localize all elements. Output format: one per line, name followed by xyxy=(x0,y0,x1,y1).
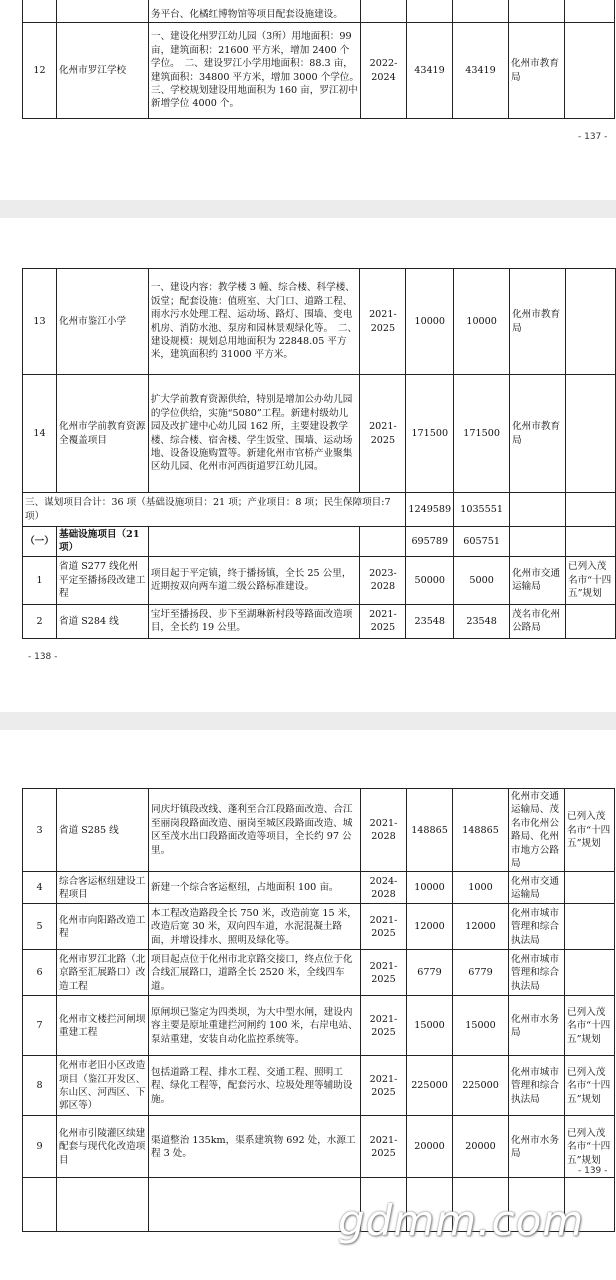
cell-content: 原闸坝已鉴定为四类坝，为大中型水闸，建设内容主要是原址重建拦河闸约 100 米，右岸电站、泵站重建，安装自动化监控系统等。 xyxy=(149,996,361,1056)
table-row xyxy=(23,375,616,493)
cell-period: 2021-2025 xyxy=(360,604,406,638)
table-row xyxy=(23,950,615,996)
cell-plan: 171500 xyxy=(454,375,510,493)
cell-no: 2 xyxy=(23,604,57,638)
cell-plan: 43419 xyxy=(453,23,509,119)
cell-period: 2021-2025 xyxy=(361,996,407,1056)
cell-no: 9 xyxy=(23,1116,57,1178)
watermark: gdmm.com xyxy=(338,1196,585,1245)
cell-content: 一、建设内容：教学楼 3 幢、综合楼、科学楼、饭堂；配套设施：值班室、大门口、道路工程、雨水污水处理工程、运动场、路灯、围墙、变电机房、消防水池、泵房和园林景观绿化等。 二、建设规模：规划总用地面积为 22848.05 平方米，建筑面积约 31000 平方米。 xyxy=(148,269,360,375)
table-row xyxy=(23,872,615,904)
cell-note xyxy=(565,527,615,557)
cell-no: 8 xyxy=(23,1056,57,1116)
cell-total: 148865 xyxy=(407,789,453,872)
cell-note xyxy=(565,269,615,375)
cell-name: 化州市引陵灌区续建配套与现代化改造项目 xyxy=(57,1116,149,1178)
table-row xyxy=(23,23,615,119)
cell-name xyxy=(57,1178,149,1232)
cell-content: 扩大学前教育资源供给，特别是增加公办幼儿园的学位供给，实施“5080”工程。新建村级幼儿园及改扩建中心幼儿园 162 所，主要建设教学楼、综合楼、宿舍楼、学生饭堂、围墙、运动场地、设备设施购置等。新建化州市官桥产业聚集区幼儿园、化州市河西街道罗江幼儿园。 xyxy=(148,375,360,493)
table-row xyxy=(23,604,616,638)
cell-total: 20000 xyxy=(407,1116,453,1178)
cell-name: 化州市文楼拦河闸坝重建工程 xyxy=(57,996,149,1056)
cell-total: 6779 xyxy=(407,950,453,996)
table-row xyxy=(23,1116,615,1178)
cell-content: 宝圩至播扬段、步下至湖琳新村段等路面改造项目，全长约 19 公里。 xyxy=(148,604,360,638)
cell-unit xyxy=(510,527,566,557)
cell-unit: 化州市教育局 xyxy=(510,269,566,375)
cell-total xyxy=(407,0,453,23)
cell-unit: 化州市水务局 xyxy=(509,996,565,1056)
cell-content: 本工程改造路段全长 750 米，改造前宽 15 米，改造后宽 30 米，双向四车道，水泥混凝土路面，并增设排水、照明及绿化等。 xyxy=(149,904,361,950)
cell-no: 7 xyxy=(23,996,57,1056)
cell-name: 化州市学前教育资源全覆盖项目 xyxy=(56,375,148,493)
cell-total: 50000 xyxy=(406,556,454,604)
cell-no: 3 xyxy=(23,789,57,872)
cell-plan: 148865 xyxy=(453,789,509,872)
cell-period: 2021-2025 xyxy=(360,375,406,493)
page-gap xyxy=(0,712,616,730)
cell-note xyxy=(565,23,615,119)
cell-unit: 化州市城市管理和综合执法局 xyxy=(509,1056,565,1116)
page-number: - 139 - xyxy=(578,1166,608,1176)
cell-note xyxy=(565,375,615,493)
cell-plan xyxy=(453,0,509,23)
cell-plan: 10000 xyxy=(454,269,510,375)
cell-period xyxy=(361,0,407,23)
cell-period: 2024-2028 xyxy=(361,872,407,904)
cell-unit: 化州市交通运输局 xyxy=(510,556,566,604)
summary-total: 1249589 xyxy=(406,493,454,527)
cell-no xyxy=(23,1178,57,1232)
cell-total: 15000 xyxy=(407,996,453,1056)
table-row xyxy=(23,789,615,872)
cell-unit: 化州市教育局 xyxy=(510,375,566,493)
cell-no: 12 xyxy=(23,23,57,119)
cell-no: 14 xyxy=(23,375,57,493)
cell-period: 2021-2025 xyxy=(360,269,406,375)
cell-note xyxy=(565,950,615,996)
cell-unit xyxy=(510,493,566,527)
cell-total: 43419 xyxy=(407,23,453,119)
cell-no: 4 xyxy=(23,872,57,904)
cell-no: 13 xyxy=(23,269,57,375)
cell-unit: 化州市交通运输局、茂名市化州公路局、化州市地方公路局 xyxy=(509,789,565,872)
cell-note xyxy=(565,872,615,904)
cell-plan: 15000 xyxy=(453,996,509,1056)
cell-no xyxy=(23,0,57,23)
cell-content: 一、建设化州罗江幼儿园（3所）用地面积：99 亩，建筑面积：21600 平方米，增加 2400 个学位。 二、建设罗江小学用地面积：88.3 亩，建筑面积：34800 平方米，增加 3000 个学位。 三、学校规划建设用地面积为 160 亩，罗江初中新增学位 4000 个。 xyxy=(149,23,361,119)
cell-plan: 20000 xyxy=(453,1116,509,1178)
cell-period: 2021-2025 xyxy=(361,904,407,950)
cell-no: 1 xyxy=(23,556,57,604)
page-number: - 138 - xyxy=(28,652,58,662)
project-table-138 xyxy=(22,268,616,639)
cell-note xyxy=(565,604,615,638)
cell-note: 已列入茂名市“十四五”规划 xyxy=(565,1056,615,1116)
cell-period: 2021-2025 xyxy=(361,1056,407,1116)
cell-period: 2022-2024 xyxy=(361,23,407,119)
cell-plan: 1000 xyxy=(453,872,509,904)
cell-plan: 5000 xyxy=(454,556,510,604)
cell-period: 2021-2028 xyxy=(361,789,407,872)
cell-name: 省道 S285 线 xyxy=(57,789,149,872)
cell-content: 项目起于平定镇，终于播扬镇，全长 25 公里，近期按双向两车道二级公路标准建设。 xyxy=(148,556,360,604)
cell-unit xyxy=(509,0,565,23)
cell-total: 23548 xyxy=(406,604,454,638)
cell-name: 化州市罗江北路（北京路至汇展路口）改造工程 xyxy=(57,950,149,996)
summary-row xyxy=(23,493,616,527)
cell-note: 已列入茂名市“十四五”规划 xyxy=(565,789,615,872)
cell-content: 同庆圩镇段改线、蓬利至合江段路面改造、合江至丽岗段路面改造、丽岗至城区段路面改造、城区至茂水出口段路面改造等项目，全长约 97 公里。 xyxy=(149,789,361,872)
cell-period: 2021-2025 xyxy=(361,1116,407,1178)
cell-total: 10000 xyxy=(407,872,453,904)
page-number: - 137 - xyxy=(578,132,608,142)
cell-content: 务平台、化橘红博物馆等项目配套设施建设。 xyxy=(149,0,361,23)
project-table-139 xyxy=(22,788,615,1232)
cell-name: 省道 S277 线化州平定至播扬段改建工程 xyxy=(56,556,148,604)
cell-total: 12000 xyxy=(407,904,453,950)
cell-plan: 225000 xyxy=(453,1056,509,1116)
cell-no: 5 xyxy=(23,904,57,950)
cell-name: 化州市罗江学校 xyxy=(57,23,149,119)
cell-name xyxy=(57,0,149,23)
table-row xyxy=(23,996,615,1056)
cell-plan: 12000 xyxy=(453,904,509,950)
cell-name: 化州市老旧小区改造项目（鉴江开发区、东山区、河西区、下郭区等） xyxy=(57,1056,149,1116)
page-138 xyxy=(0,218,616,712)
cell-name: 省道 S284 线 xyxy=(56,604,148,638)
cell-unit: 化州市城市管理和综合执法局 xyxy=(509,904,565,950)
summary-plan: 1035551 xyxy=(454,493,510,527)
cell-total: 171500 xyxy=(406,375,454,493)
cell-unit: 茂名市化州公路局 xyxy=(510,604,566,638)
page-137 xyxy=(0,0,616,200)
category-no: （一） xyxy=(23,527,57,557)
cell-content: 包括道路工程、排水工程、交通工程、照明工程、绿化工程等，配套污水、垃圾处理等辅助设施。 xyxy=(149,1056,361,1116)
cell-name: 综合客运枢纽建设工程项目 xyxy=(57,872,149,904)
category-plan: 605751 xyxy=(454,527,510,557)
cell-content: 渠道整治 135km，渠系建筑物 692 处，水源工程 3 处。 xyxy=(149,1116,361,1178)
cell-content: 项目起点位于化州市北京路交接口，终点位于化合线汇展路口，道路全长 2520 米，全线四车道。 xyxy=(149,950,361,996)
category-label: 基础设施项目（21 项） xyxy=(56,527,148,557)
cell-plan: 6779 xyxy=(453,950,509,996)
cell-note xyxy=(565,904,615,950)
summary-label: 三、谋划项目合计：36 项（基础设施项目：21 项；产业项目：8 项；民生保障项目:7 项） xyxy=(23,493,406,527)
project-table-137 xyxy=(22,0,615,119)
cell-plan: 23548 xyxy=(454,604,510,638)
category-total: 695789 xyxy=(406,527,454,557)
table-row xyxy=(23,269,616,375)
cell-unit: 化州市城市管理和综合执法局 xyxy=(509,950,565,996)
category-row xyxy=(23,527,616,557)
cell-total: 10000 xyxy=(406,269,454,375)
cell-unit: 化州市教育局 xyxy=(509,23,565,119)
cell-content xyxy=(149,1178,361,1232)
table-row xyxy=(23,0,615,23)
cell-content: 新建一个综合客运枢纽，占地面积 100 亩。 xyxy=(149,872,361,904)
cell-note: 已列入茂名市“十四五”规划 xyxy=(565,556,615,604)
cell-period: 2023-2028 xyxy=(360,556,406,604)
table-row xyxy=(23,904,615,950)
cell-note xyxy=(565,493,615,527)
page-gap xyxy=(0,200,616,218)
cell-period xyxy=(360,527,406,557)
cell-name: 化州市鉴江小学 xyxy=(56,269,148,375)
cell-name: 化州市向阳路改造工程 xyxy=(57,904,149,950)
cell-note xyxy=(565,0,615,23)
table-row xyxy=(23,1056,615,1116)
cell-no: 6 xyxy=(23,950,57,996)
table-row xyxy=(23,556,616,604)
cell-unit: 化州市水务局 xyxy=(509,1116,565,1178)
cell-period: 2021-2025 xyxy=(361,950,407,996)
cell-content xyxy=(148,527,360,557)
cell-total: 225000 xyxy=(407,1056,453,1116)
cell-note: 已列入茂名市“十四五”规划 xyxy=(565,1116,615,1178)
cell-unit: 化州市交通运输局 xyxy=(509,872,565,904)
cell-note: 已列入茂名市“十四五”规划 xyxy=(565,996,615,1056)
